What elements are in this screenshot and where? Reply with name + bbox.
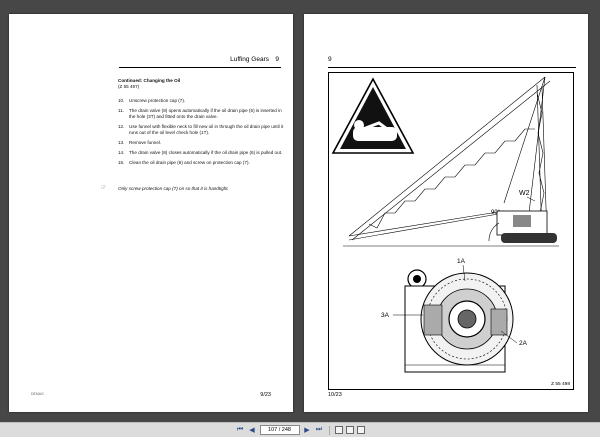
step-number: 10.: [118, 98, 125, 103]
luffing-winch-icon: [405, 270, 513, 372]
step-item: [118, 108, 286, 120]
note: [101, 186, 291, 192]
previous-page-icon[interactable]: ◀: [249, 427, 255, 434]
step-item: [118, 124, 286, 136]
step-number: 11.: [118, 108, 125, 113]
label-1a: 1A: [457, 258, 465, 265]
left-page: [9, 14, 293, 412]
step-number: 12.: [118, 124, 125, 129]
section-title: Continued: Changing the Oil: [118, 78, 181, 83]
step-item: [118, 98, 286, 104]
label-w2: W2: [519, 190, 530, 197]
crane-drawing: [329, 73, 575, 391]
single-page-view-icon[interactable]: [335, 426, 343, 434]
warning-triangle-icon: [333, 79, 413, 153]
label-2a: 2A: [519, 340, 527, 347]
step-item: [118, 140, 286, 146]
step-text: Remove funnel.: [129, 140, 162, 145]
header-title: Luffing Gears: [230, 56, 269, 63]
header-rule: [119, 67, 281, 68]
step-item: [118, 150, 286, 156]
step-text: Unscrew protection cap (7).: [129, 98, 186, 103]
section-ref: (Z 55 497): [118, 84, 140, 89]
technical-figure: [328, 72, 574, 390]
figure-reference: Z 55 498: [551, 382, 570, 387]
navigation-toolbar: [0, 422, 600, 437]
header-chapter: 9: [275, 56, 279, 63]
pointing-hand-icon: ☞: [101, 185, 106, 191]
step-text: Clean the oil drain pipe (6) and screw on protection cap (7).: [129, 160, 250, 165]
page-content: [118, 78, 286, 170]
two-page-view-icon[interactable]: [346, 426, 354, 434]
fit-page-icon[interactable]: [357, 426, 365, 434]
angle-label: 90°: [491, 210, 501, 216]
right-page: [304, 14, 588, 412]
first-page-icon[interactable]: ⏮: [236, 426, 244, 433]
next-page-icon[interactable]: ▶: [304, 427, 310, 434]
label-3a: 3A: [381, 312, 389, 319]
step-number: 13.: [118, 140, 125, 145]
step-number: 14.: [118, 150, 125, 155]
page-number: 10/23: [328, 392, 342, 398]
header-rule: [328, 67, 576, 68]
header-chapter: 9: [328, 56, 332, 63]
step-number: 15.: [118, 160, 125, 165]
toolbar-separator: [329, 426, 330, 435]
step-item: [118, 160, 286, 166]
last-page-icon[interactable]: ⏭: [315, 426, 323, 433]
step-text: Use funnel with flexible neck to fill new oil in through the oil drain pipe until it runs out of the oil level check hole (1T).: [129, 124, 284, 135]
footer-logo: DEMAG: [31, 392, 44, 396]
crane-base-icon: [497, 211, 557, 243]
step-text: The drain valve (8) closes automatically if the oil drain pipe (6) is pulled out.: [129, 150, 283, 155]
step-text: The drain valve (8) opens automatically if the oil drain pipe (6) is inserted in the hole (3T) and fitted onto the drain valve.: [129, 108, 282, 119]
page-number: 9/23: [260, 392, 271, 398]
page-number-input[interactable]: [260, 425, 300, 435]
note-text: Only screw protection cap (7) on so that it is handtight.: [118, 186, 229, 191]
